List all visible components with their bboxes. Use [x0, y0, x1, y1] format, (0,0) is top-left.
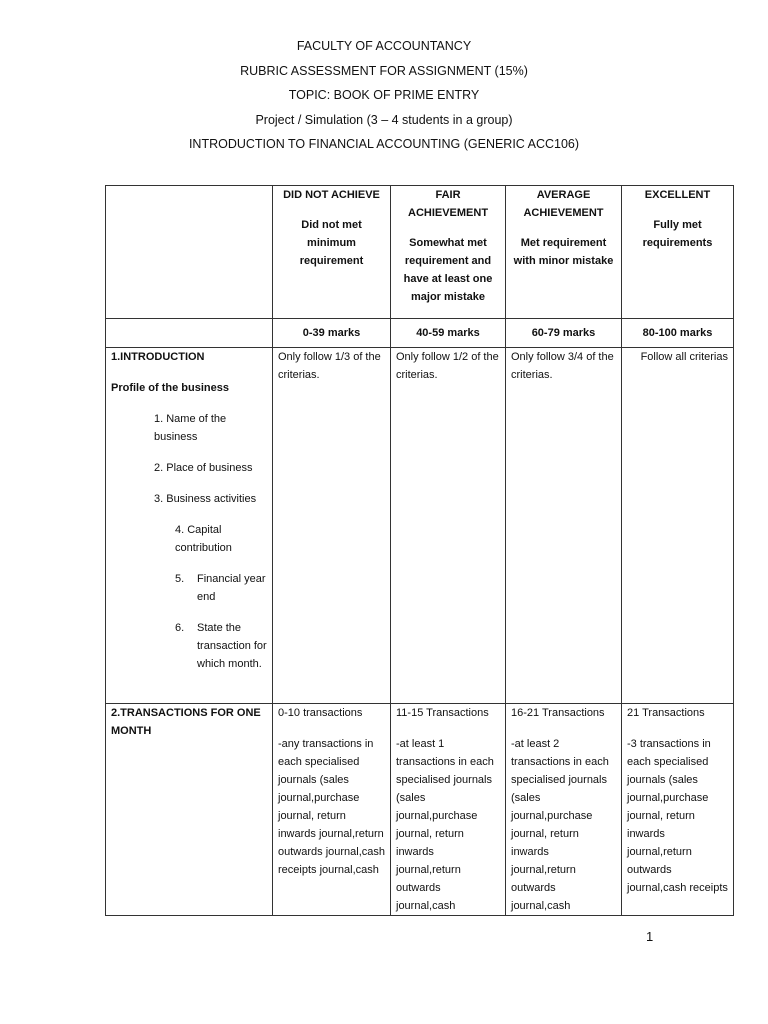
- marks-empty-cell: [106, 319, 273, 348]
- transaction-detail: -at least 2 transactions in each specialised journals (sales journal,purchase journal, return inwards journal,return outwards journal,cash: [511, 738, 609, 912]
- level-title: DID NOT ACHIEVE: [283, 189, 380, 201]
- criterion-title: 1.INTRODUCTION: [111, 351, 205, 363]
- list-item: 4. Capital contribution: [175, 524, 232, 554]
- document-header: [0, 34, 768, 157]
- topic-title: TOPIC: BOOK OF PRIME ENTRY: [288, 88, 480, 102]
- list-item: 2. Place of business: [154, 462, 253, 474]
- header-empty-cell: [106, 186, 273, 319]
- level-header: [506, 186, 622, 319]
- level-description: Somewhat met requirement and have at least one major mistake: [403, 237, 493, 303]
- marks-cell: 40-59 marks: [391, 319, 506, 348]
- transaction-detail: -any transactions in each specialised journals (sales journal,purchase journal, return inwards journal,return outwards journal,cash receipts journal,cash: [278, 738, 386, 876]
- list-item: [111, 570, 267, 606]
- project-title: Project / Simulation (3 – 4 students in a group): [255, 112, 513, 127]
- page-number: 1: [646, 929, 654, 944]
- table-row: [106, 704, 734, 916]
- transactions-cell: [506, 704, 622, 916]
- list-text: Financial year end: [197, 573, 266, 603]
- list-item: 3. Business activities: [154, 493, 257, 505]
- transaction-count: 21 Transactions: [627, 707, 705, 719]
- transaction-count: 11-15 Transactions: [396, 707, 489, 719]
- list-item: 1. Name of the business: [154, 413, 227, 443]
- list-text: State the transaction for which month.: [197, 622, 267, 670]
- table-row: [106, 186, 734, 319]
- rubric-title: RUBRIC ASSESSMENT FOR ASSIGNMENT (15%): [240, 63, 528, 78]
- level-header: [391, 186, 506, 319]
- course-title: INTRODUCTION TO FINANCIAL ACCOUNTING (GENERIC ACC106): [188, 137, 580, 151]
- criteria-cell: Only follow 3/4 of the criterias.: [506, 348, 622, 704]
- faculty-title: FACULTY OF ACCOUNTANCY: [296, 39, 472, 53]
- transaction-count: 16-21 Transactions: [511, 707, 605, 719]
- transaction-detail: -at least 1 transactions in each specialised journals (sales journal,purchase journal, return inwards journal,return outwards journal,cash: [396, 738, 494, 912]
- list-item: [111, 619, 267, 673]
- marks-cell: 0-39 marks: [273, 319, 391, 348]
- list-number: 6.: [175, 622, 185, 634]
- level-title: AVERAGE ACHIEVEMENT: [523, 189, 604, 219]
- table-row: [106, 319, 734, 348]
- criterion-cell: [106, 704, 273, 916]
- list-number: 5.: [175, 573, 185, 585]
- marks-cell: 60-79 marks: [506, 319, 622, 348]
- transactions-cell: [273, 704, 391, 916]
- criteria-cell: Only follow 1/2 of the criterias.: [391, 348, 506, 704]
- level-title: FAIR ACHIEVEMENT: [408, 189, 489, 219]
- transaction-detail: -3 transactions in each specialised journals (sales journal,purchase journal, return inwards journal,return outwards journal,cash receipts: [627, 738, 728, 894]
- transactions-cell: [391, 704, 506, 916]
- transactions-cell: [622, 704, 734, 916]
- criteria-cell: Follow all criterias: [622, 348, 734, 704]
- transaction-count: 0-10 transactions: [278, 707, 363, 719]
- level-description: Met requirement with minor mistake: [513, 237, 614, 267]
- table-row: [106, 348, 734, 704]
- level-description: Did not met minimum requirement: [299, 219, 364, 267]
- rubric-table: [105, 185, 734, 916]
- criterion-subtitle: Profile of the business: [111, 382, 229, 394]
- marks-cell: 80-100 marks: [622, 319, 734, 348]
- level-title: EXCELLENT: [644, 189, 711, 201]
- criterion-title: 2.TRANSACTIONS FOR ONE MONTH: [111, 707, 261, 737]
- level-header: [273, 186, 391, 319]
- level-header: [622, 186, 734, 319]
- level-description: Fully met requirements: [642, 219, 713, 249]
- criterion-cell: [106, 348, 273, 704]
- criteria-cell: Only follow 1/3 of the criterias.: [273, 348, 391, 704]
